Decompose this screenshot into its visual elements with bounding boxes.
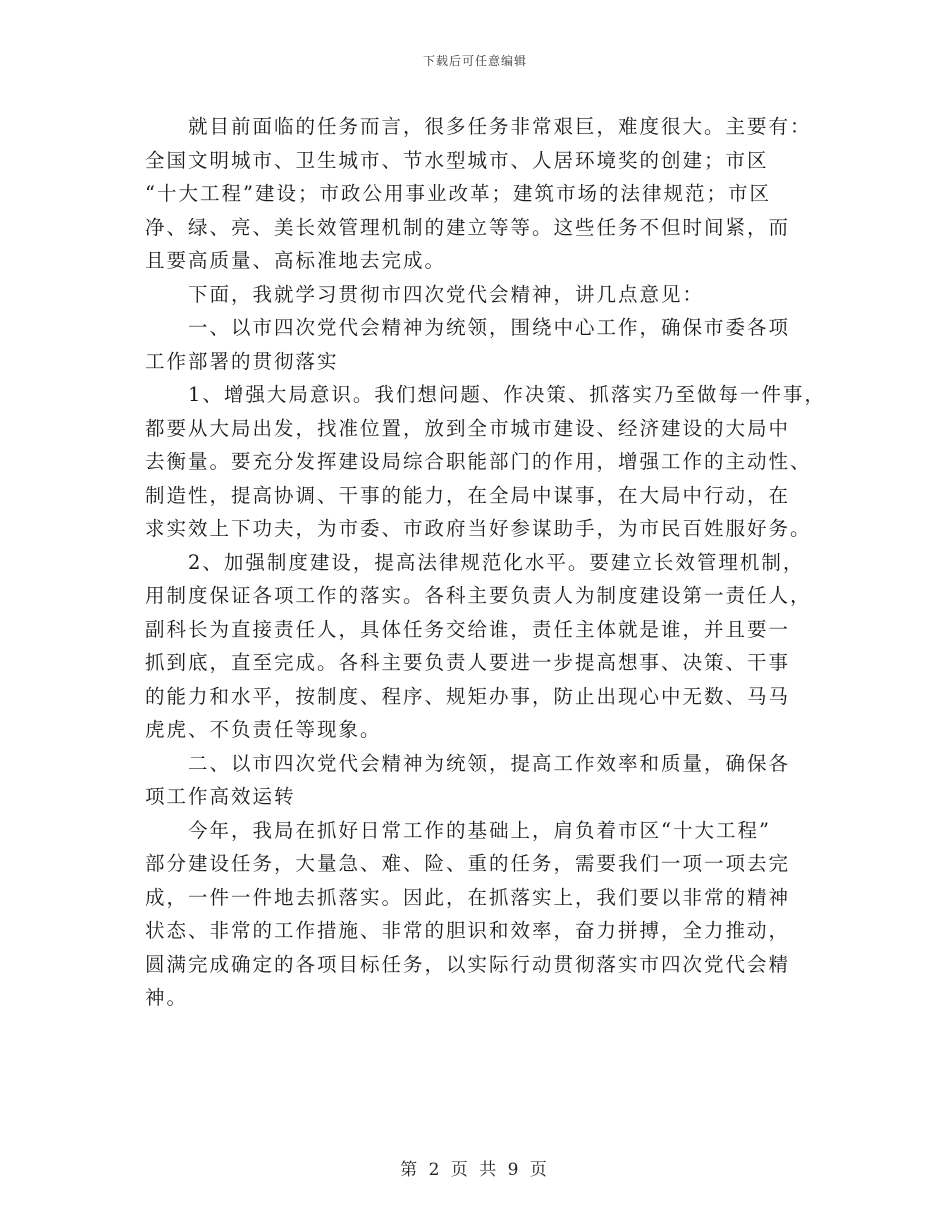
text-line: 净、绿、亮、美长效管理机制的建立等等。这些任务不但时间紧，而 bbox=[145, 215, 791, 239]
document-body bbox=[145, 110, 826, 1015]
text-line: 用制度保证各项工作的落实。各科主要负责人为制度建设第一责任人， bbox=[145, 584, 812, 607]
text-line: 成，一件一件地去抓落实。因此，在抓落实上，我们要以非常的精神 bbox=[145, 885, 791, 909]
text-line: 2、加强制度建设，提高法律规范化水平。要建立长效管理机制， bbox=[188, 550, 805, 574]
text-line: 抓到底，直至完成。各科主要负责人要进一步提高想事、决策、干事 bbox=[145, 651, 791, 674]
text-line: 求实效上下功夫，为市委、市政府当好参谋助手，为市民百姓服好务。 bbox=[145, 517, 812, 540]
text-line: 部分建设任务，大量急、难、险、重的任务，需要我们一项一项去完 bbox=[145, 852, 791, 875]
text-line: 全国文明城市、卫生城市、节水型城市、人居环境奖的创建；市区 bbox=[145, 148, 769, 172]
text-line: 都要从大局出发，找准位置，放到全市城市建设、经济建设的大局中 bbox=[145, 416, 791, 440]
text-line: 1、增强大局意识。我们想问题、作决策、抓落实乃至做每一件事， bbox=[188, 383, 826, 406]
text-line: 状态、非常的工作措施、非常的胆识和效率，奋力拼搏，全力推动， bbox=[145, 919, 791, 942]
text-line: 项工作高效运转 bbox=[145, 785, 296, 808]
text-line: 一、以市四次党代会精神为统领，围绕中心工作，确保市委各项 bbox=[188, 316, 791, 339]
page-number: 第 2 页 共 9 页 bbox=[400, 1160, 550, 1180]
page-header: 下载后可任意编辑 bbox=[422, 54, 527, 68]
text-line: 制造性，提高协调、干事的能力，在全局中谋事，在大局中行动，在 bbox=[145, 483, 791, 507]
text-line: 的能力和水平，按制度、程序、规矩办事，防止出现心中无数、马马 bbox=[145, 684, 791, 708]
text-line: 今年，我局在抓好日常工作的基础上，肩负着市区“十大工程” bbox=[188, 818, 771, 842]
text-line: 虎虎、不负责任等现象。 bbox=[145, 718, 382, 741]
text-line: 就目前面临的任务而言，很多任务非常艰巨，难度很大。主要有： bbox=[188, 115, 812, 138]
text-line: 神。 bbox=[145, 986, 189, 1009]
text-line: 副科长为直接责任人，具体任务交给谁，责任主体就是谁，并且要一 bbox=[145, 617, 791, 641]
text-line: 且要高质量、高标准地去完成。 bbox=[145, 249, 447, 272]
text-line: 去衡量。要充分发挥建设局综合职能部门的作用，增强工作的主动性、 bbox=[145, 450, 812, 473]
text-line: 二、以市四次党代会精神为统领，提高工作效率和质量，确保各 bbox=[188, 751, 791, 775]
text-line: “十大工程”建设；市政公用事业改革；建筑市场的法律规范；市区 bbox=[145, 182, 771, 205]
text-line: 下面，我就学习贯彻市四次党代会精神，讲几点意见： bbox=[188, 282, 705, 306]
text-line: 圆满完成确定的各项目标任务，以实际行动贯彻落实市四次党代会精 bbox=[145, 952, 791, 976]
text-line: 工作部署的贯彻落实 bbox=[145, 349, 339, 373]
